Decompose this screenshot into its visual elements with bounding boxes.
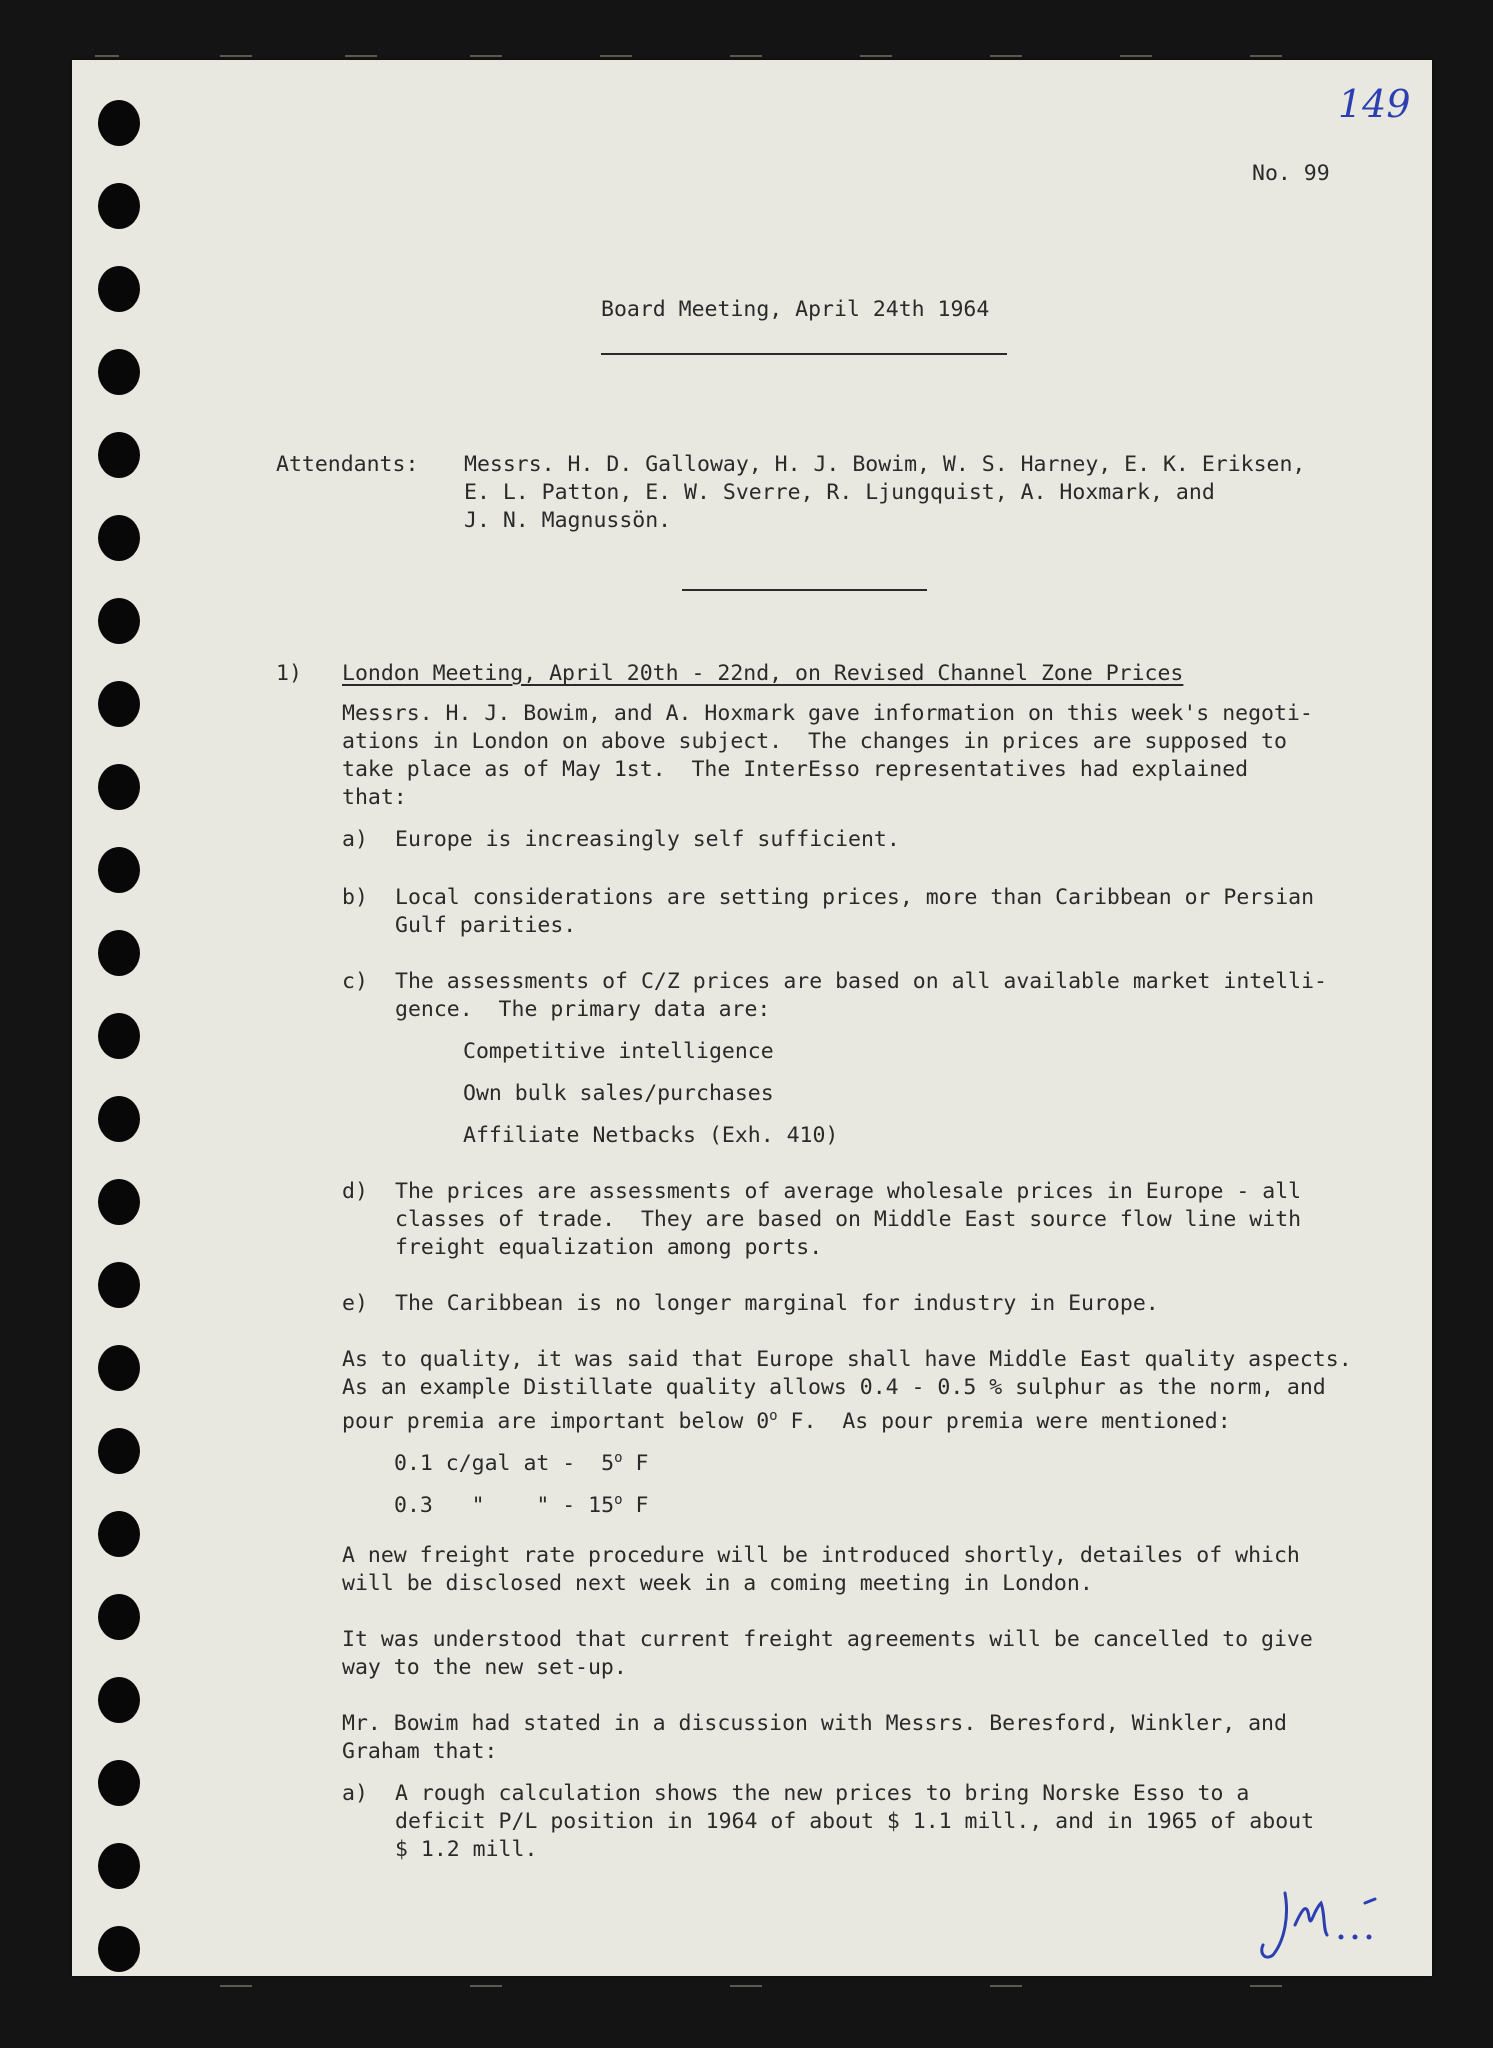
page-title: Board Meeting, April 24th 1964 (601, 297, 990, 322)
binder-hole (98, 1760, 140, 1806)
paragraph-line: way to the new set-up. (342, 1655, 627, 1680)
premia-value: 0.3 " " - 15 (394, 1493, 615, 1518)
edge-mark (345, 55, 377, 57)
point-line: Europe is increasingly self sufficient. (395, 827, 900, 852)
binder-hole (98, 1677, 140, 1723)
point-line: gence. The primary data are: (395, 997, 771, 1022)
binder-hole (98, 1428, 140, 1474)
binder-hole (98, 1594, 140, 1640)
binder-hole (98, 183, 140, 229)
handwritten-signature (1255, 1885, 1395, 1965)
item-heading: London Meeting, April 20th - 22nd, on Revised Channel Zone Prices (342, 661, 1184, 686)
premia-unit: F (622, 1451, 649, 1476)
edge-mark (1250, 55, 1282, 57)
document-number: No. 99 (1252, 161, 1330, 186)
binder-hole (98, 1179, 140, 1225)
point-line: classes of trade. They are based on Middle East source flow line with (395, 1207, 1302, 1232)
point-line: A rough calculation shows the new prices to bring Norske Esso to a (395, 1781, 1250, 1806)
paragraph-line: will be disclosed next week in a coming meeting in London. (342, 1571, 1093, 1596)
paragraph-line: ations in London on above subject. The changes in prices are supposed to (342, 729, 1287, 754)
point-label: a) (342, 1781, 368, 1806)
point-line: The prices are assessments of average wholesale prices in Europe - all (395, 1179, 1302, 1204)
edge-mark (990, 1985, 1022, 1987)
premia-line (394, 1486, 648, 1520)
data-list-item: Affiliate Netbacks (Exh. 410) (463, 1123, 839, 1148)
paragraph-line: As an example Distillate quality allows 0.4 - 0.5 % sulphur as the norm, and (342, 1375, 1326, 1400)
point-line: The assessments of C/Z prices are based on all available market intelli- (395, 969, 1327, 994)
binder-hole (98, 847, 140, 893)
attendants-line: E. L. Patton, E. W. Sverre, R. Ljungquist, A. Hoxmark, and (464, 480, 1215, 505)
binder-hole (98, 1013, 140, 1059)
paragraph-line: Graham that: (342, 1739, 498, 1764)
edge-mark (470, 1985, 502, 1987)
premia-value: 0.1 c/gal at - 5 (394, 1451, 615, 1476)
paragraph-line: As to quality, it was said that Europe shall have Middle East quality aspects. (342, 1347, 1352, 1372)
point-label: e) (342, 1291, 368, 1316)
paragraph-line: Mr. Bowim had stated in a discussion with Messrs. Beresford, Winkler, and (342, 1711, 1287, 1736)
point-line: Gulf parities. (395, 913, 577, 938)
edge-mark (220, 1985, 252, 1987)
binder-hole (98, 1345, 140, 1391)
degree-sign: o (614, 1492, 623, 1508)
binder-hole (98, 432, 140, 478)
edge-mark (95, 55, 119, 57)
degree-sign: o (614, 1450, 623, 1466)
point-line: The Caribbean is no longer marginal for industry in Europe. (395, 1291, 1159, 1316)
premia-unit: F (622, 1493, 649, 1518)
paragraph-line: take place as of May 1st. The InterEsso representatives had explained (342, 757, 1249, 782)
binder-hole (98, 1926, 140, 1972)
binder-hole (98, 598, 140, 644)
attendants-line: Messrs. H. D. Galloway, H. J. Bowim, W. S. Harney, E. K. Eriksen, (464, 452, 1306, 477)
premia-line (394, 1444, 648, 1478)
point-label: b) (342, 885, 368, 910)
degree-sign: o (769, 1408, 778, 1424)
edge-mark (470, 55, 502, 57)
binder-hole (98, 266, 140, 312)
binder-hole (98, 1262, 140, 1308)
edge-mark (990, 55, 1022, 57)
paragraph-line (342, 1402, 1231, 1436)
paragraph-line: It was understood that current freight agreements will be cancelled to give (342, 1627, 1313, 1652)
point-label: a) (342, 827, 368, 852)
text-fragment: F. As pour premia were mentioned: (777, 1409, 1231, 1434)
attendants-line: J. N. Magnussön. (464, 508, 672, 533)
binder-hole (98, 930, 140, 976)
paragraph-line: Messrs. H. J. Bowim, and A. Hoxmark gave information on this week's negoti- (342, 701, 1313, 726)
data-list-item: Own bulk sales/purchases (463, 1081, 774, 1106)
edge-mark (600, 55, 632, 57)
point-line: freight equalization among ports. (395, 1235, 823, 1260)
data-list-item: Competitive intelligence (463, 1039, 774, 1064)
edge-mark (860, 55, 892, 57)
binder-hole (98, 1843, 140, 1889)
binder-hole (98, 515, 140, 561)
point-line: $ 1.2 mill. (395, 1837, 538, 1862)
handwritten-page-number: 149 (1338, 82, 1411, 126)
section-divider (682, 589, 927, 591)
text-fragment: pour premia are important below 0 (342, 1409, 770, 1434)
item-number: 1) (276, 661, 302, 686)
paragraph-line: that: (342, 785, 407, 810)
edge-mark (730, 1985, 762, 1987)
edge-mark (1120, 55, 1152, 57)
binder-hole (98, 1511, 140, 1557)
point-line: Local considerations are setting prices, more than Caribbean or Persian (395, 885, 1315, 910)
paragraph-line: A new freight rate procedure will be introduced shortly, detailes of which (342, 1543, 1300, 1568)
point-label: c) (342, 969, 368, 994)
edge-mark (1250, 1985, 1282, 1987)
edge-mark (730, 55, 762, 57)
point-label: d) (342, 1179, 368, 1204)
edge-mark (220, 55, 252, 57)
binder-hole (98, 349, 140, 395)
binder-hole (98, 681, 140, 727)
title-rule (601, 353, 1007, 355)
binder-hole (98, 100, 140, 146)
binder-hole (98, 1096, 140, 1142)
binder-hole (98, 764, 140, 810)
attendants-label: Attendants: (276, 452, 419, 477)
point-line: deficit P/L position in 1964 of about $ 1.1 mill., and in 1965 of about (395, 1809, 1315, 1834)
